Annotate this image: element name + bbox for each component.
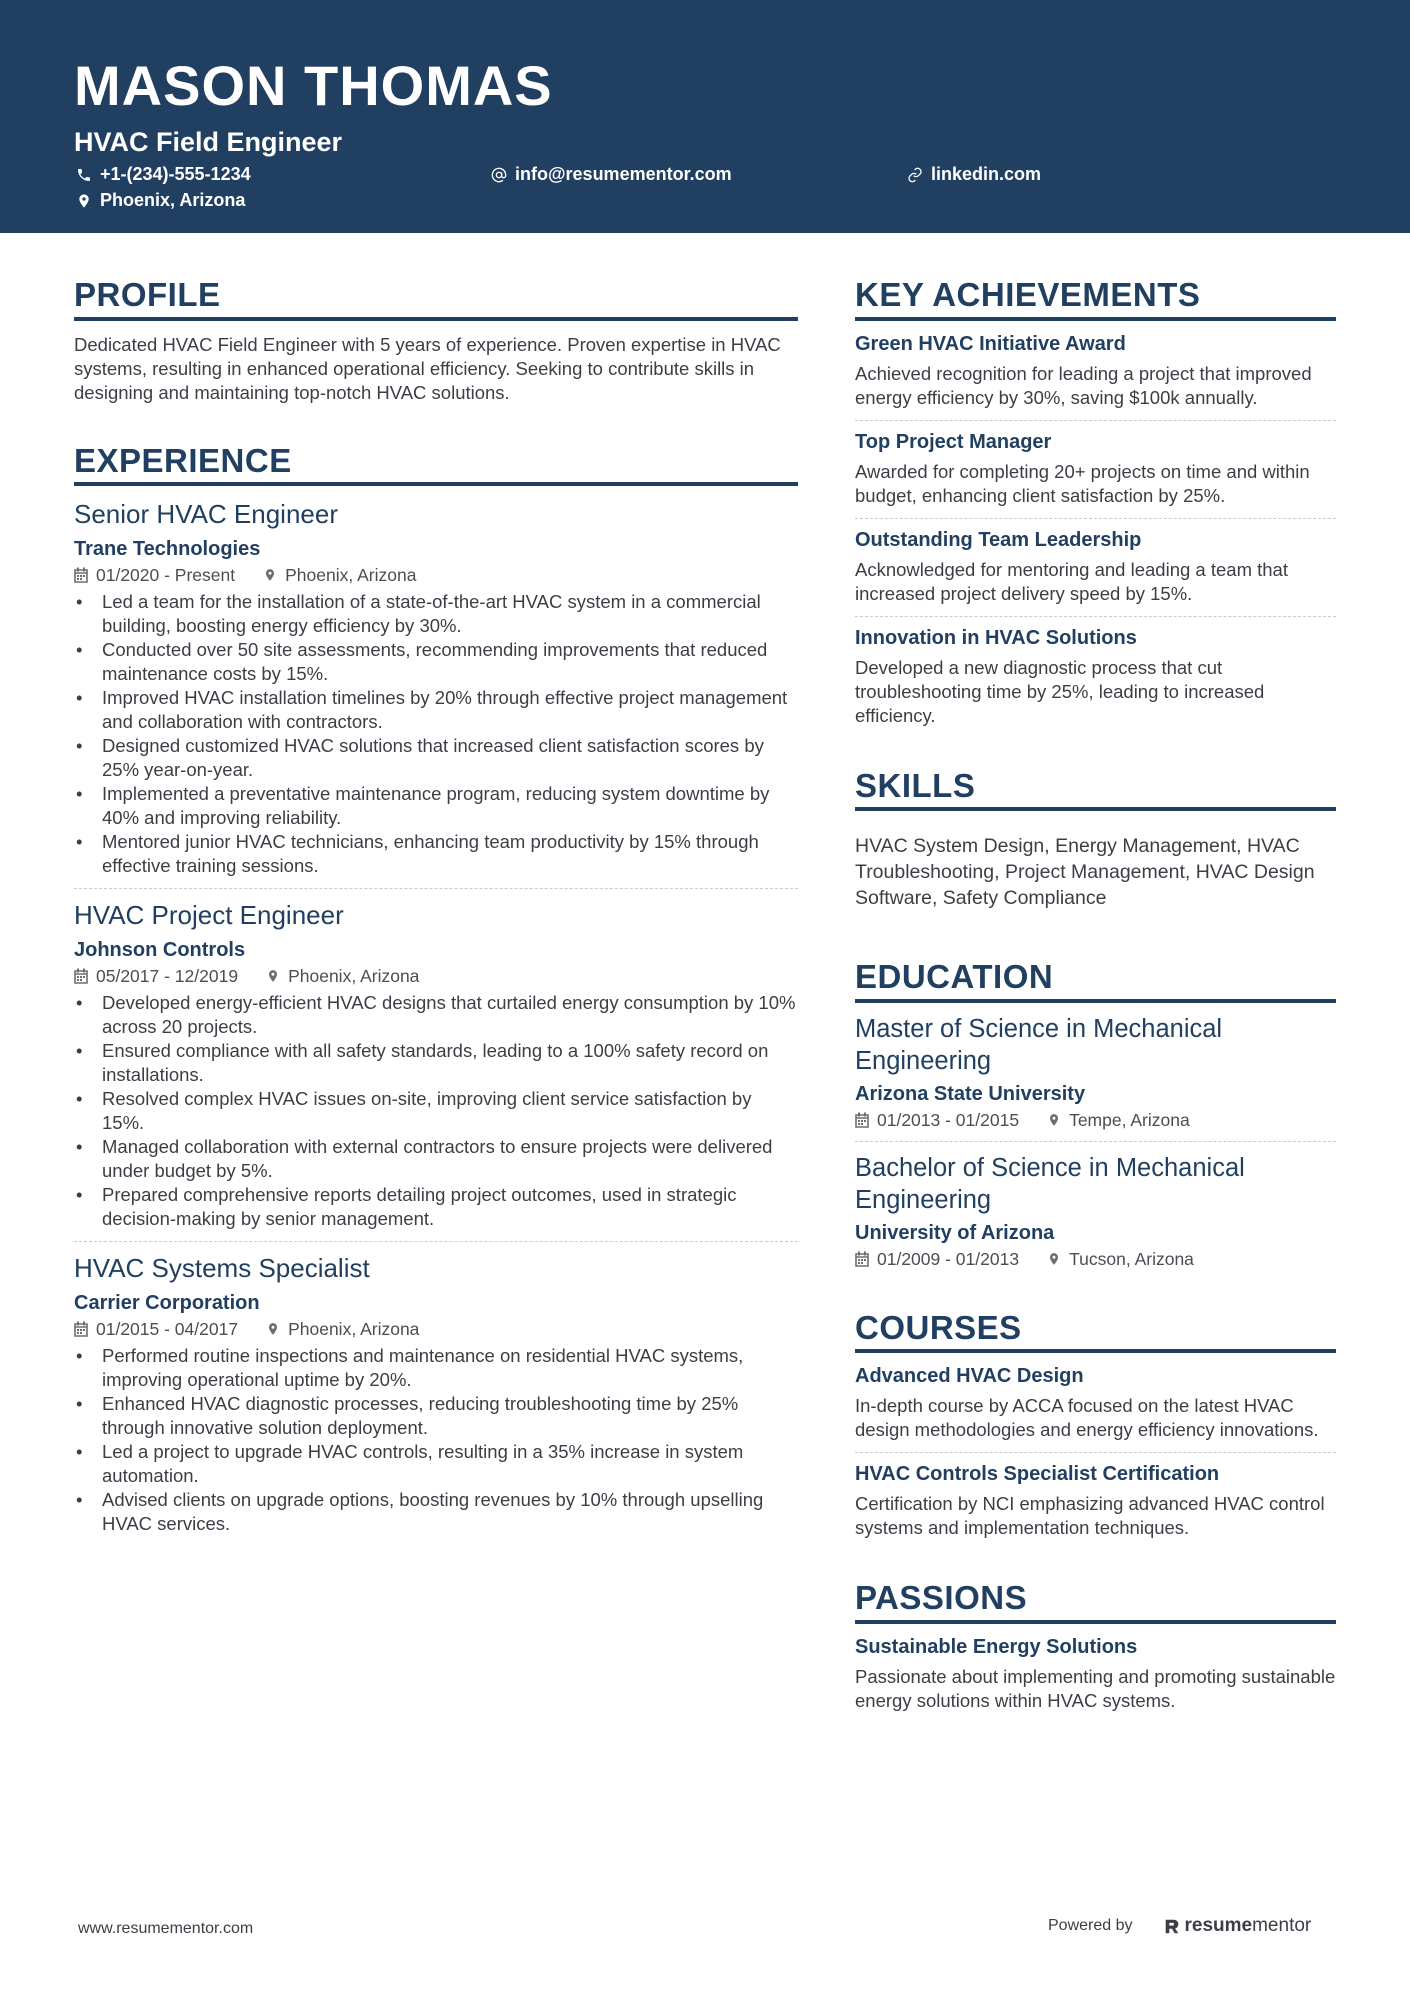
bullet: • Ensured compliance with all safety standards, leading to a 100% safety record on installations.	[74, 1039, 798, 1087]
brand-bold: resume	[1184, 1915, 1253, 1936]
divider	[74, 1241, 798, 1242]
achievement-title: Top Project Manager	[855, 430, 1052, 453]
passions-heading: PASSIONS	[855, 1578, 1336, 1624]
passion-text: Passionate about implementing and promoting sustainable energy solutions within HVAC systems.	[855, 1665, 1336, 1711]
experience-entry	[74, 1252, 798, 1536]
course-item	[855, 1463, 1336, 1540]
job-bullets	[74, 590, 798, 878]
education-dates: 01/2009 - 01/2013	[877, 1248, 1020, 1269]
achievement-title: Innovation in HVAC Solutions	[855, 626, 1137, 649]
achievement-text: Acknowledged for mentoring and leading a team that increased project delivery speed by 15%.	[855, 558, 1288, 604]
bullet: • Improved HVAC installation timelines by 20% through effective project management and collaboration with contractors.	[74, 686, 798, 734]
left-column	[74, 275, 798, 1536]
achievements-heading: KEY ACHIEVEMENTS	[855, 275, 1336, 321]
bullet: • Led a project to upgrade HVAC controls, resulting in a 35% increase in system automation.	[74, 1440, 798, 1488]
achievement-item	[855, 627, 1336, 728]
education-entry	[855, 1152, 1336, 1270]
profile-summary: Dedicated HVAC Field Engineer with 5 years of experience. Proven expertise in HVAC systems, resulting in enhanced operational efficiency. Seeking to contribute skills in designing and maintaining top-notch HVAC solutions.	[74, 333, 781, 403]
contact-phone[interactable]	[76, 164, 251, 185]
calendar-icon	[74, 567, 88, 583]
phone-icon	[76, 167, 92, 183]
course-text: Certification by NCI emphasizing advanced HVAC control systems and implementation techniques.	[855, 1493, 1325, 1539]
linkedin-text: linkedin.com	[931, 164, 1042, 184]
brand-light: mentor	[1252, 1915, 1312, 1936]
job-meta	[74, 565, 798, 586]
map-pin-icon	[266, 968, 280, 984]
resume-header	[0, 0, 1410, 233]
education-location: Tempe, Arizona	[1069, 1109, 1190, 1130]
calendar-icon	[74, 1321, 88, 1337]
education-dates: 01/2013 - 01/2015	[877, 1109, 1020, 1130]
powered-by-label: Powered by	[1048, 1917, 1133, 1934]
course-title: Advanced HVAC Design	[855, 1365, 1084, 1388]
divider	[855, 1452, 1336, 1453]
location-text: Phoenix, Arizona	[100, 190, 246, 210]
footer-branding	[1048, 1915, 1311, 1937]
experience-heading: EXPERIENCE	[74, 441, 798, 487]
skills-list: HVAC System Design, Energy Management, HVAC Troubleshooting, Project Management, HVAC Design Software, Safety Compliance	[855, 835, 1315, 910]
bullet: • Prepared comprehensive reports detailing project outcomes, used in strategic decision-making by senior management.	[74, 1183, 798, 1231]
bullet: • Implemented a preventative maintenance program, reducing system downtime by 40% and improving reliability.	[74, 782, 798, 830]
job-meta	[74, 1319, 798, 1340]
brand-logo[interactable]	[1163, 1915, 1312, 1937]
job-location: Phoenix, Arizona	[288, 1318, 420, 1339]
company-name: Trane Technologies	[74, 537, 261, 560]
link-icon	[907, 167, 923, 183]
job-title: HVAC Systems Specialist	[74, 1252, 370, 1283]
job-bullets	[74, 1344, 798, 1536]
email-text: info@resumementor.com	[515, 164, 732, 184]
job-dates: 05/2017 - 12/2019	[96, 965, 239, 986]
right-column	[855, 275, 1336, 1713]
divider	[855, 1141, 1336, 1142]
achievement-text: Achieved recognition for leading a project that improved energy efficiency by 30%, saving $100k annually.	[855, 362, 1312, 408]
education-meta	[855, 1110, 1336, 1131]
bullet: • Designed customized HVAC solutions that increased client satisfaction scores by 25% year-on-year.	[74, 734, 798, 782]
candidate-title: HVAC Field Engineer	[74, 127, 343, 157]
course-title: HVAC Controls Specialist Certification	[855, 1463, 1220, 1486]
achievement-item	[855, 529, 1336, 606]
education-heading: EDUCATION	[855, 957, 1336, 1003]
company-name: Carrier Corporation	[74, 1291, 260, 1314]
bullet: • Conducted over 50 site assessments, recommending improvements that reduced maintenance costs by 15%.	[74, 638, 798, 686]
profile-heading: PROFILE	[74, 275, 798, 321]
bullet: • Led a team for the installation of a state-of-the-art HVAC system in a commercial building, boosting energy efficiency by 30%.	[74, 590, 798, 638]
calendar-icon	[855, 1251, 869, 1267]
phone-text: +1-(234)-555-1234	[100, 164, 251, 184]
job-dates: 01/2020 - Present	[96, 564, 236, 585]
education-location: Tucson, Arizona	[1069, 1248, 1194, 1269]
calendar-icon	[855, 1112, 869, 1128]
bullet: • Managed collaboration with external contractors to ensure projects were delivered under budget by 5%.	[74, 1135, 798, 1183]
experience-entry	[74, 498, 798, 878]
bullet: • Mentored junior HVAC technicians, enhancing team productivity by 15% through effective training sessions.	[74, 830, 798, 878]
experience-entry	[74, 899, 798, 1231]
education-meta	[855, 1249, 1336, 1270]
achievement-item	[855, 431, 1336, 508]
bullet: • Resolved complex HVAC issues on-site, improving client service satisfaction by 15%.	[74, 1087, 798, 1135]
achievement-text: Awarded for completing 20+ projects on time and within budget, enhancing client satisfaction by 25%.	[855, 460, 1310, 506]
achievement-item	[855, 333, 1336, 410]
company-name: Johnson Controls	[74, 938, 246, 961]
map-pin-icon	[266, 1321, 280, 1337]
course-item	[855, 1365, 1336, 1442]
degree: Bachelor of Science in Mechanical Engineering	[855, 1153, 1245, 1214]
map-pin-icon	[1047, 1251, 1061, 1267]
passion-title: Sustainable Energy Solutions	[855, 1635, 1138, 1658]
job-meta	[74, 966, 798, 987]
candidate-name: MASON THOMAS	[74, 54, 553, 117]
resumementor-logo-icon	[1163, 1916, 1181, 1936]
contact-email[interactable]	[491, 164, 732, 185]
education-entry	[855, 1013, 1336, 1131]
map-pin-icon	[76, 193, 92, 209]
degree: Master of Science in Mechanical Engineering	[855, 1014, 1223, 1075]
calendar-icon	[74, 968, 88, 984]
course-text: In-depth course by ACCA focused on the latest HVAC design methodologies and energy efficiency innovations.	[855, 1395, 1319, 1441]
footer-website[interactable]: www.resumementor.com	[78, 1920, 254, 1937]
divider	[74, 888, 798, 889]
skills-heading: SKILLS	[855, 766, 1336, 812]
job-title: HVAC Project Engineer	[74, 899, 344, 930]
bullet: • Performed routine inspections and maintenance on residential HVAC systems, improving operational uptime by 20%.	[74, 1344, 798, 1392]
bullet: • Developed energy-efficient HVAC designs that curtailed energy consumption by 10% across 20 projects.	[74, 991, 798, 1039]
passion-item	[855, 1636, 1336, 1713]
contact-location	[76, 190, 245, 211]
divider	[855, 420, 1336, 421]
at-icon	[491, 167, 507, 183]
courses-heading: COURSES	[855, 1308, 1336, 1354]
job-bullets	[74, 991, 798, 1231]
bullet: • Advised clients on upgrade options, boosting revenues by 10% through upselling HVAC services.	[74, 1488, 798, 1536]
achievement-text: Developed a new diagnostic process that cut troubleshooting time by 25%, leading to increased efficiency.	[855, 656, 1265, 726]
divider	[855, 616, 1336, 617]
job-dates: 01/2015 - 04/2017	[96, 1318, 239, 1339]
contact-linkedin[interactable]	[907, 164, 1041, 185]
school-name: Arizona State University	[855, 1082, 1086, 1105]
job-location: Phoenix, Arizona	[288, 965, 420, 986]
job-location: Phoenix, Arizona	[285, 564, 417, 585]
divider	[855, 518, 1336, 519]
bullet: • Enhanced HVAC diagnostic processes, reducing troubleshooting time by 25% through innovative solution deployment.	[74, 1392, 798, 1440]
map-pin-icon	[263, 567, 277, 583]
achievement-title: Outstanding Team Leadership	[855, 528, 1142, 551]
map-pin-icon	[1047, 1112, 1061, 1128]
achievement-title: Green HVAC Initiative Award	[855, 332, 1126, 355]
job-title: Senior HVAC Engineer	[74, 499, 338, 530]
school-name: University of Arizona	[855, 1221, 1055, 1244]
